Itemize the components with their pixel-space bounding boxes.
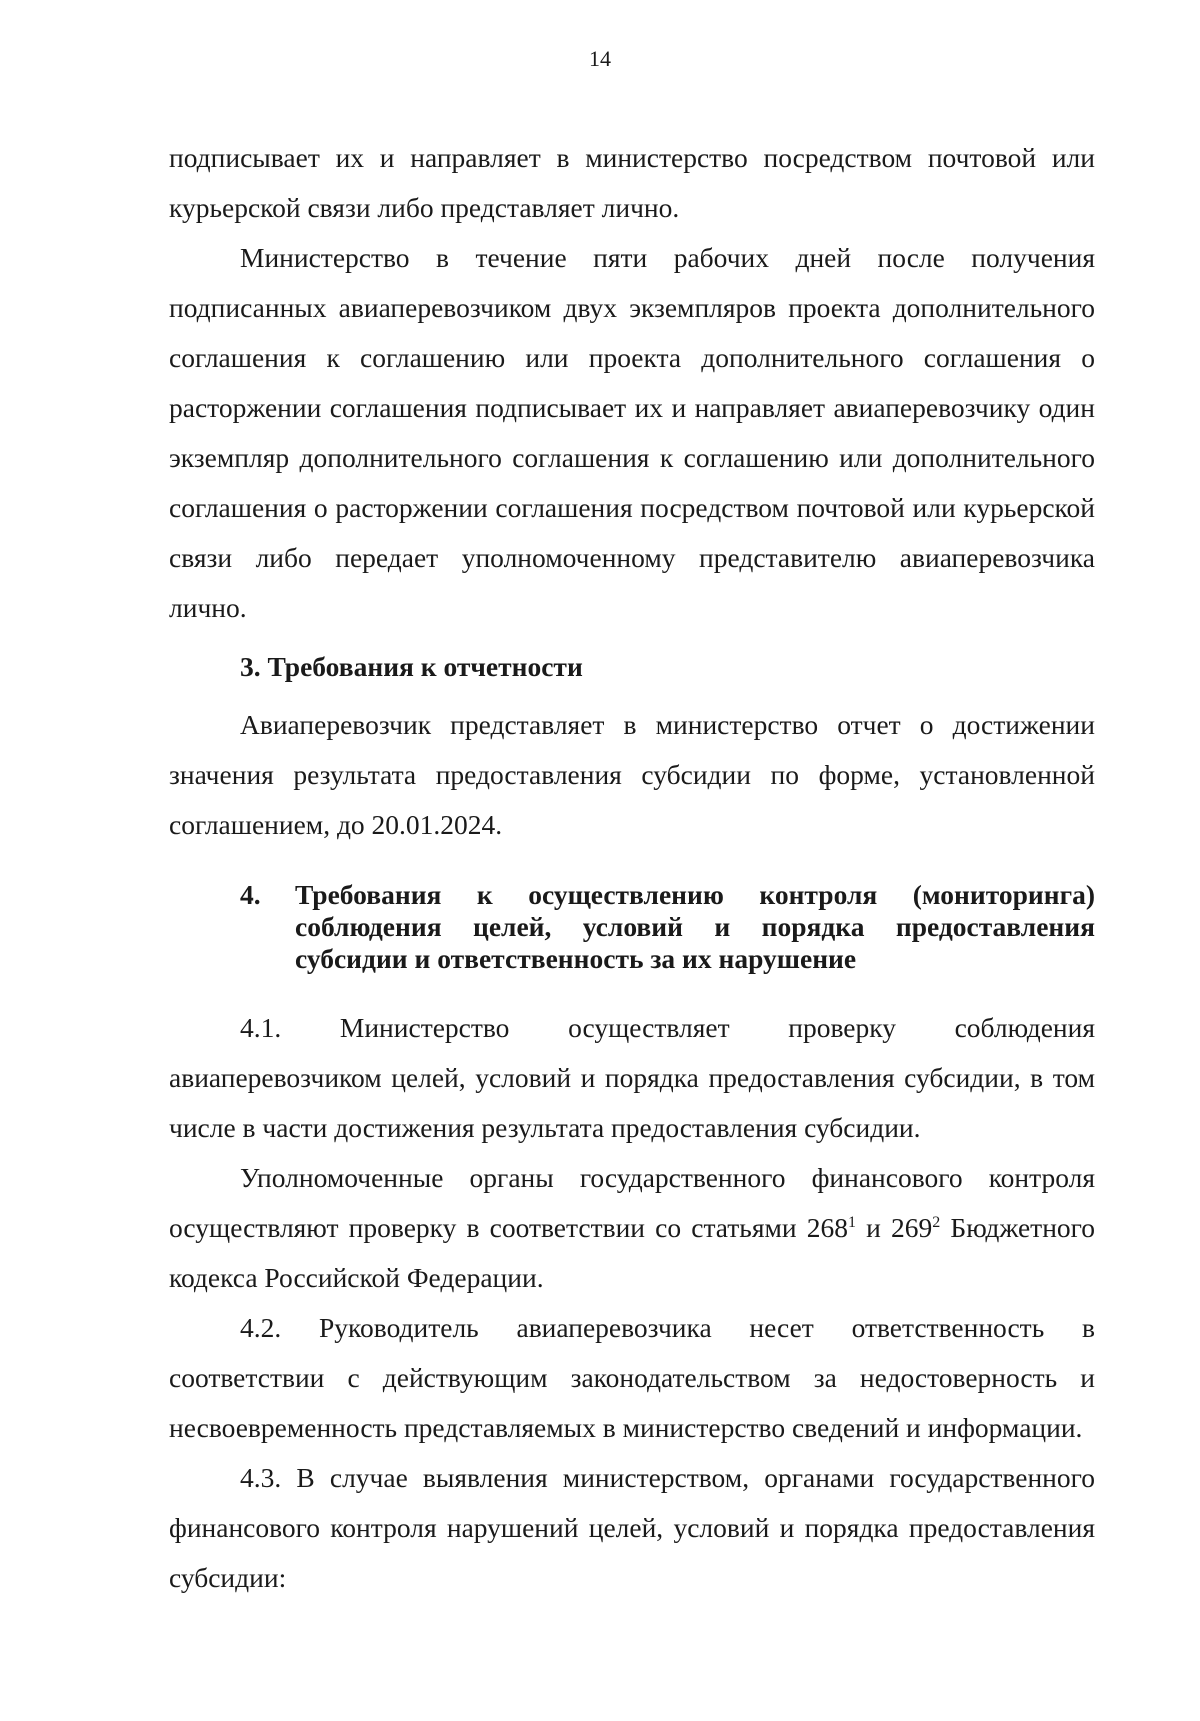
- text-fragment: Уполномоченные органы государственного финансового контроля осуществляют проверку в соответствии со статьями 268: [169, 1162, 1095, 1243]
- paragraph-4-1-financial-control: [169, 1153, 1095, 1303]
- text-fragment: и 269: [856, 1212, 933, 1243]
- text-fragment: Бюджетного кодекса Российской Федерации.: [169, 1212, 1096, 1293]
- paragraph-4-1: 4.1. Министерство осуществляет проверку соблюдения авиаперевозчиком целей, условий и порядка предоставления субсидии, в том числе в части достижения результата предоставления субсидии.: [169, 1012, 1095, 1143]
- section-4-heading: [169, 879, 1095, 975]
- document-body: [169, 133, 1095, 1603]
- section-4-title-line: субсидии и ответственность за их нарушение: [295, 943, 857, 974]
- paragraph-ministry-signing: Министерство в течение пяти рабочих дней после получения подписанных авиаперевозчиком двух экземпляров проекта дополнительного соглашения к соглашению или проекта дополнительного соглашения о расторжении соглашения подписывает их и направляет авиаперевозчику один экземпляр дополнительного соглашения к соглашению или дополнительного соглашения о расторжении соглашения посредством почтовой или курьерской связи либо передает уполномоченному представителю авиаперевозчика лично.: [169, 242, 1095, 623]
- section-4-number: 4.: [240, 879, 261, 910]
- paragraph-reporting: Авиаперевозчик представляет в министерство отчет о достижении значения результата предоставления субсидии по форме, установленной соглашением, до 20.01.2024.: [169, 709, 1095, 840]
- paragraph-4-2: 4.2. Руководитель авиаперевозчика несет ответственность в соответствии с действующим законодательством за недостоверность и несвоевременность представляемых в министерство сведений и информации.: [169, 1312, 1095, 1443]
- paragraph-4-3: 4.3. В случае выявления министерством, органами государственного финансового контроля нарушений целей, условий и порядка предоставления субсидии:: [169, 1462, 1095, 1593]
- paragraph-continuation: подписывает их и направляет в министерство посредством почтовой или курьерской связи либо представляет лично.: [169, 142, 1095, 223]
- section-4-title-line: соблюдения целей, условий и порядка предоставления: [295, 911, 1095, 942]
- superscript: 1: [848, 1214, 857, 1231]
- section-3-heading: 3. Требования к отчетности: [240, 651, 583, 682]
- page-number: 14: [589, 46, 611, 71]
- superscript: 2: [932, 1214, 941, 1231]
- section-4-title-line: Требования к осуществлению контроля (мониторинга): [295, 879, 1095, 910]
